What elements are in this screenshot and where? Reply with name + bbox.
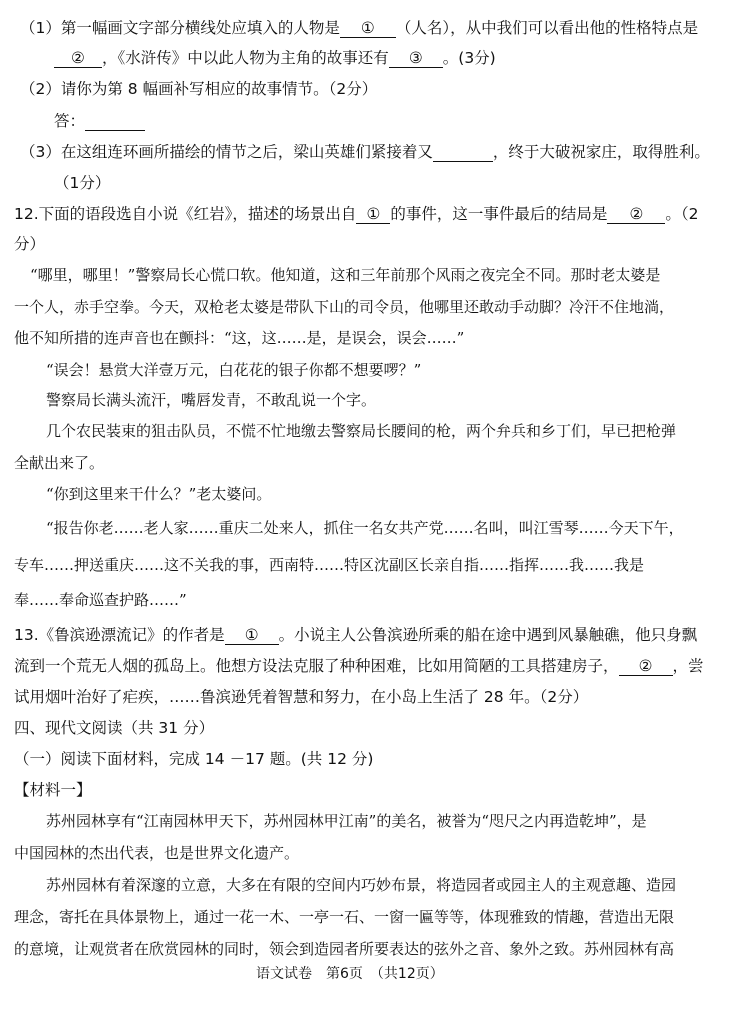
q12-passage-line: 警察局长满头流汗，嘴唇发青，不敢乱说一个字。 bbox=[46, 391, 377, 409]
q12-passage-line: 全献出来了。 bbox=[14, 454, 105, 472]
page-footer: 语文试卷 第6页 （共12页） bbox=[256, 966, 444, 982]
q12-passage-line: 一个人，赤手空拳。今天，双枪老太婆是带队下山的司令员，他哪里还敢动手动脚？冷汗不住地淌， bbox=[14, 298, 675, 316]
q11-blank-1: ① bbox=[340, 19, 396, 38]
q12-passage-line: “哪里，哪里！”警察局长心慌口软。他知道，这和三年前那个风雨之夜完全不同。那时老太婆是 bbox=[30, 266, 661, 284]
material-label: 【材料一】 bbox=[14, 781, 92, 799]
q13-blank-1: ① bbox=[225, 626, 279, 645]
q12-passage-line: 他不知所措的连声音也在颤抖：“这，这……是，是误会，误会……” bbox=[14, 329, 465, 347]
material-paragraph-line: 理念，寄托在具体景物上，通过一花一木、一亭一石、一窗一匾等等，体现雅致的情趣，营造出无限 bbox=[14, 908, 675, 926]
q11-answer-line: 答： bbox=[54, 110, 145, 132]
q11-part1-line2: ② ，《水浒传》中以此人物为主角的故事还有 ③ 。(3分) bbox=[54, 47, 496, 69]
q12-passage-line: 奉……奉命巡查护路……” bbox=[14, 591, 187, 609]
q12-passage-line: “你到这里来干什么？”老太婆问。 bbox=[46, 485, 272, 503]
subsection-title: （一）阅读下面材料，完成 14 －17 题。(共 12 分) bbox=[14, 750, 374, 768]
q12-question-line1: 12.下面的语段选自小说《红岩》，描述的场景出自 ① 的事件，这一事件最后的结局是 ② 。（2 bbox=[14, 205, 699, 223]
section-title: 四、现代文阅读（共 31 分） bbox=[14, 719, 215, 737]
q11-part3-line2: （1分） bbox=[54, 174, 111, 192]
q12-question-line2: 分） bbox=[14, 235, 46, 253]
q12-blank-1: ① bbox=[356, 205, 390, 224]
q11-part3-line1: （3）在这组连环画所描绘的情节之后，梁山英雄们紧接着又 ，终于大破祝家庄，取得胜利。 bbox=[20, 143, 710, 161]
answer-blank bbox=[85, 112, 145, 131]
material-paragraph-line: 苏州园林享有“江南园林甲天下，苏州园林甲江南”的美名，被誉为“咫尺之内再造乾坤”，是 bbox=[46, 812, 647, 830]
q12-blank-2: ② bbox=[607, 205, 665, 224]
q13-blank-2: ② bbox=[619, 657, 673, 676]
material-paragraph-line: 苏州园林有着深邃的立意，大多在有限的空间内巧妙布景，将造园者或园主人的主观意趣、造园 bbox=[46, 876, 677, 894]
q13-line1: 13.《鲁滨逊漂流记》的作者是 ① 。小说主人公鲁滨逊所乘的船在途中遇到风暴触礁，他只身飘 bbox=[14, 626, 698, 644]
q11-part1-line1: （1）第一幅画文字部分横线处应填入的人物是 ① （人名），从中我们可以看出他的性格特点是 bbox=[20, 19, 699, 37]
q12-passage-line: “报告你老……老人家……重庆二处来人，抓住一名女共产党……名叫，叫江雪琴……今天下午， bbox=[46, 519, 684, 537]
q11-blank-3: ③ bbox=[389, 49, 443, 68]
q11-part3-blank bbox=[433, 143, 493, 162]
material-paragraph-line: 的意境，让观赏者在欣赏园林的同时，领会到造园者所要表达的弦外之音、象外之致。苏州园林有高 bbox=[14, 940, 675, 958]
q11-blank-2: ② bbox=[54, 49, 102, 68]
q12-passage-line: “误会！悬赏大洋壹万元，白花花的银子你都不想要啰？” bbox=[46, 361, 422, 379]
q13-line2: 流到一个荒无人烟的孤岛上。他想方设法克服了种种困难，比如用简陋的工具搭建房子， ② ，尝 bbox=[14, 657, 704, 675]
q12-passage-line: 几个农民装束的狙击队员，不慌不忙地缴去警察局长腰间的枪，两个弁兵和乡丁们，早已把枪弹 bbox=[46, 422, 677, 440]
q11-part2: （2）请你为第 8 幅画补写相应的故事情节。（2分） bbox=[20, 80, 378, 98]
q12-passage-line: 专车……押送重庆……这不关我的事，西南特……特区沈副区长亲自指……指挥……我……我是 bbox=[14, 556, 645, 574]
q13-line3: 试用烟叶治好了疟疾，……鲁滨逊凭着智慧和努力，在小岛上生活了 28 年。（2分） bbox=[14, 688, 589, 706]
material-paragraph-line: 中国园林的杰出代表，也是世界文化遗产。 bbox=[14, 844, 300, 862]
